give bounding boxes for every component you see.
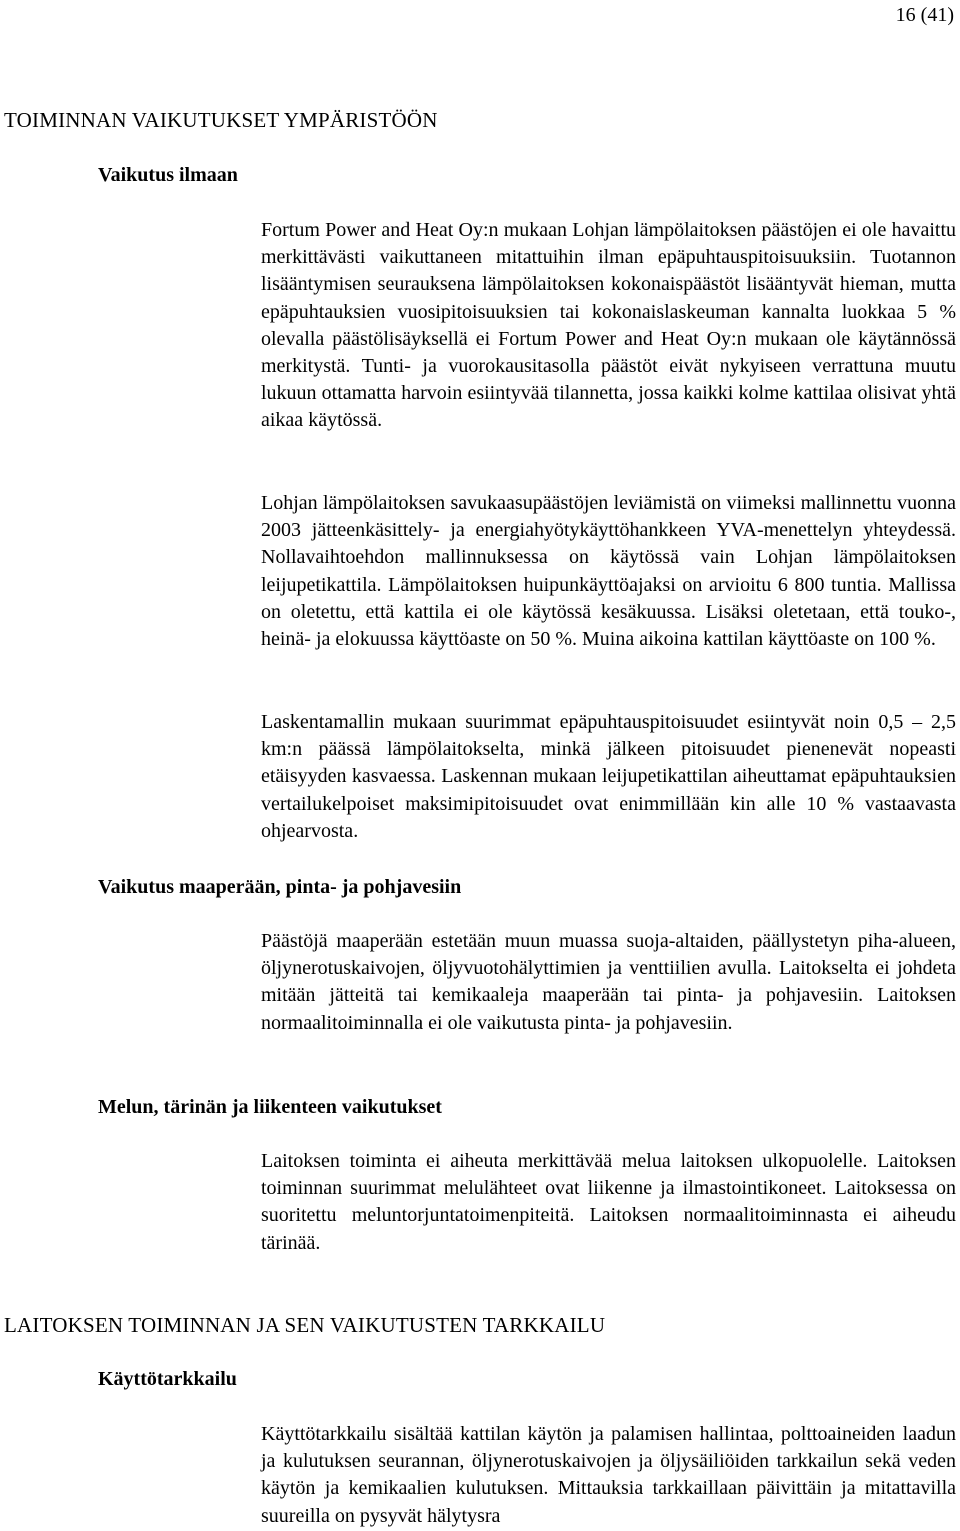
paragraph-air-1: Fortum Power and Heat Oy:n mukaan Lohjan lämpölaitoksen päästöjen ei ole havaittu merkittävästi vaikuttaneen mitattuihin ilman epäpuhtauspitoisuuksiin. Tuotannon lisääntymisen seurauksena lämpölaitoksen kokonaispäästöt lisääntyvät hieman, mutta epäpuhtauksien vuosipitoisuuksien tai kokonaislaskeuman kannalta luokkaa 5 % olevalla päästölisäyksellä ei Fortum Power and Heat Oy:n mukaan ole käytännössä merkitystä. Tunti- ja vuorokausitasolla päästöt eivät nykyiseen verrattuna muutu lukuun ottamatta harvoin esiintyvää tilannetta, jossa kaikki kolme kattilaa olisivat yhtä aikaa käytössä. [261, 219, 956, 432]
paragraph-operational-monitoring: Käyttötarkkailu sisältää kattilan käytön ja palamisen hallintaa, polttoaineiden laadun ja kulutuksen seurannan, öljynerotuskaivojen ja öljysäiliöiden tarkkailun sekä veden käytön ja kemikaalien kulutuksen. Mittauksia tarkkaillaan päivittäin ja mitattavilla suureilla on pysyvät hälytysra [261, 1423, 956, 1527]
section-heading-monitoring: LAITOKSEN TOIMINNAN JA SEN VAIKUTUSTEN TARKKAILU [4, 1313, 606, 1337]
paragraph-air-2: Lohjan lämpölaitoksen savukaasupäästöjen leviämistä on viimeksi mallinnettu vuonna 2003 jätteenkäsittely- ja energiahyötykäyttöhankkeen YVA-menettelyn yhteydessä. Nollavaihtoehdon mallinnuksessa on käytössä vain Lohjan lämpölaitoksen leijupetikattila. Lämpölaitoksen huipunkäyttöajaksi on arvioitu 6 800 tuntia. Mallissa on oletettu, että kattila ei ole käytössä kesäkuussa. Lisäksi oletetaan, että touko-, heinä- ja elokuussa käyttöaste on 50 %. Muina aikoina kattilan käyttöaste on 100 %. [261, 492, 956, 651]
paragraph-soil-water: Päästöjä maaperään estetään muun muassa suoja-altaiden, päällystetyn piha-alueen, öljynerotuskaivojen, öljyvuotohälyttimien ja venttiilien avulla. Laitokselta ei johdeta mitään jätteitä tai kemikaaleja maaperään tai pinta- ja pohjavesiin. Laitoksen normaalitoiminnalla ei ole vaikutusta pinta- ja pohjavesiin. [261, 930, 956, 1034]
subheading-noise-vibration-traffic: Melun, tärinän ja liikenteen vaikutukset [98, 1096, 442, 1118]
page-number: 16 (41) [895, 4, 954, 26]
section-heading-environmental-impacts: TOIMINNAN VAIKUTUKSET YMPÄRISTÖÖN [4, 108, 438, 132]
paragraph-noise: Laitoksen toiminta ei aiheuta merkittävää melua laitoksen ulkopuolelle. Laitoksen toiminnan suurimmat melulähteet ovat liikenne ja ilmastointikoneet. Laitoksessa on suoritettu meluntorjuntatoimenpiteitä. Laitoksen normaalitoiminnasta ei aiheudu tärinää. [261, 1150, 956, 1254]
subheading-soil-water-impact: Vaikutus maaperään, pinta- ja pohjavesiin [98, 876, 462, 898]
subheading-air-impact: Vaikutus ilmaan [98, 164, 238, 186]
paragraph-air-3: Laskentamallin mukaan suurimmat epäpuhtauspitoisuudet esiintyvät noin 0,5 – 2,5 km:n päässä lämpölaitokselta, minkä jälkeen pitoisuudet pienenevät nopeasti etäisyyden kasvaessa. Laskennan mukaan leijupetikattilan aiheuttamat epäpuhtauksien vertailukelpoiset maksimipitoisuudet ovat enimmillään kin alle 10 % vastaavasta ohjearvosta. [261, 711, 956, 842]
subheading-operational-monitoring: Käyttötarkkailu [98, 1368, 237, 1390]
